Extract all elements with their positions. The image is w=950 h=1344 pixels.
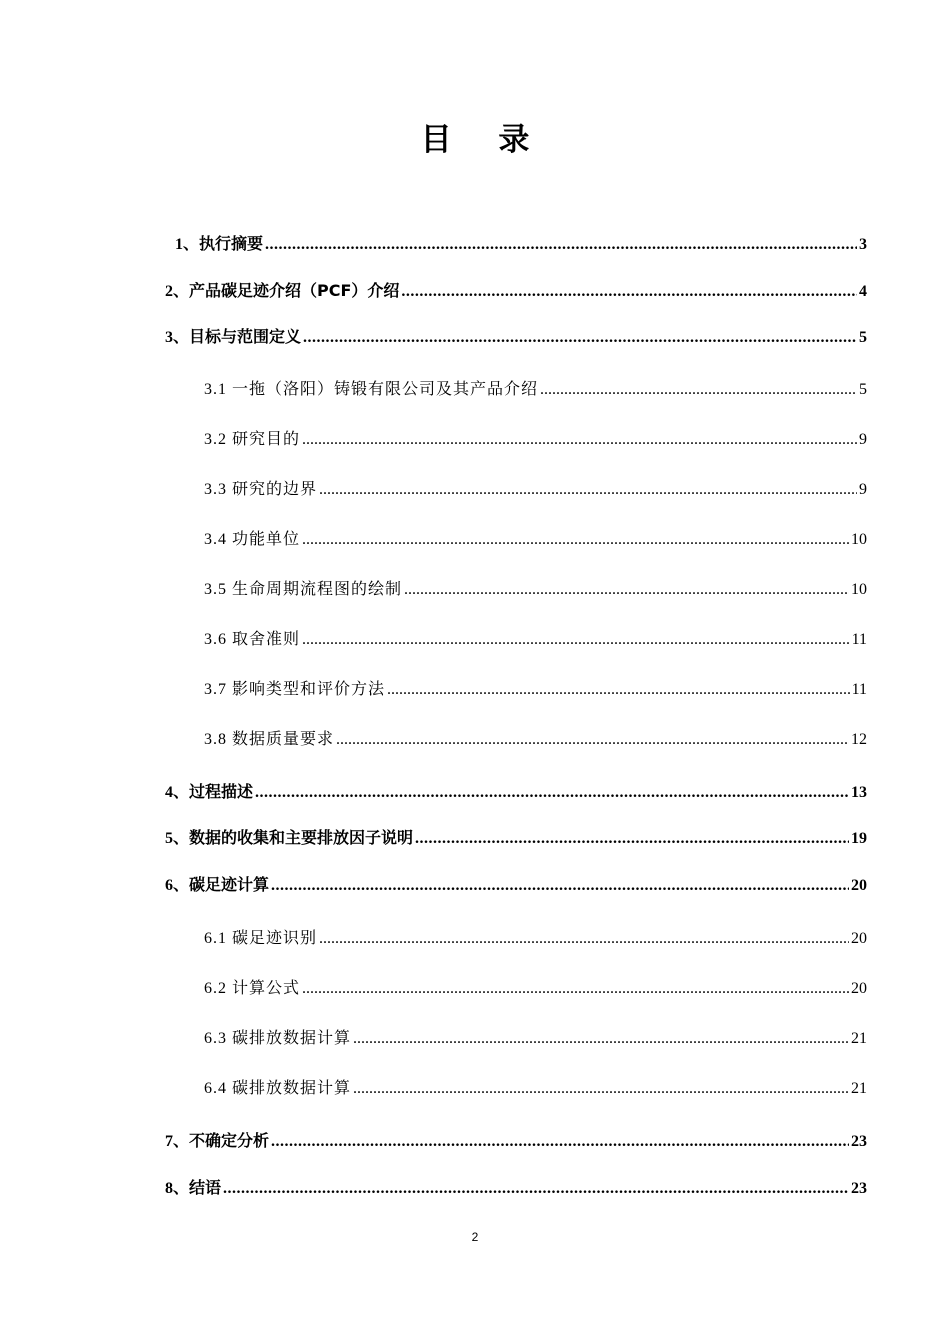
toc-leader-dots: [255, 780, 849, 806]
toc-entry-3-1[interactable]: [204, 376, 867, 402]
toc-page-number: 9: [859, 481, 867, 498]
toc-entry-4[interactable]: [165, 779, 867, 805]
toc-page-number: 5: [859, 381, 867, 398]
toc-entry-label: 2、产品碳足迹介绍（PCF）介绍: [165, 281, 400, 300]
toc-entry-3-4[interactable]: [204, 526, 867, 552]
toc-entry-label: 3.6 取舍准则: [204, 629, 301, 648]
toc-leader-dots: [353, 1026, 849, 1052]
toc-page-number: 5: [859, 329, 867, 346]
toc-entry-3-7[interactable]: [204, 676, 867, 702]
toc-leader-dots: [404, 577, 849, 603]
toc-page-number: 23: [851, 1180, 867, 1197]
toc-page-number: 4: [859, 283, 867, 300]
toc-page-number: 9: [859, 431, 867, 448]
toc-entry-label: 6.2 计算公式: [204, 978, 301, 997]
toc-entry-3-8[interactable]: [204, 726, 867, 752]
toc-page-number: 11: [851, 631, 867, 648]
toc-entry-3-5[interactable]: [204, 576, 867, 602]
toc-entry-3-3[interactable]: [204, 476, 867, 502]
toc-entry-label: 3.2 研究目的: [204, 429, 301, 448]
toc-entry-label: 4、过程描述: [165, 782, 254, 801]
toc-page-number: 10: [851, 581, 867, 598]
toc-leader-dots: [223, 1176, 849, 1202]
toc-entry-3-2[interactable]: [204, 426, 867, 452]
toc-leader-dots: [271, 1129, 849, 1155]
toc-leader-dots: [336, 727, 849, 753]
toc-entry-label: 6.1 碳足迹识别: [204, 928, 318, 947]
toc-entry-6-4[interactable]: [204, 1075, 867, 1101]
toc-leader-dots: [540, 377, 857, 403]
toc-leader-dots: [303, 325, 857, 351]
toc-page-number: 13: [851, 784, 867, 801]
toc-page-number: 3: [859, 236, 867, 253]
toc-entry-6[interactable]: [165, 872, 867, 898]
toc-leader-dots: [401, 279, 857, 305]
toc-leader-dots: [302, 976, 849, 1002]
toc-leader-dots: [387, 677, 850, 703]
toc-entry-label: 1、执行摘要: [175, 234, 264, 253]
toc-page-number: 21: [851, 1080, 867, 1097]
toc-page-number: 10: [851, 531, 867, 548]
toc-leader-dots: [302, 627, 850, 653]
toc-leader-dots: [265, 232, 857, 258]
toc-page-number: 11: [851, 681, 867, 698]
toc-page-number: 20: [851, 877, 867, 894]
toc-leader-dots: [302, 427, 857, 453]
toc-entry-7[interactable]: [165, 1128, 867, 1154]
toc-entry-5[interactable]: [165, 825, 867, 851]
toc-entry-label: 3.1 一拖（洛阳）铸锻有限公司及其产品介绍: [204, 379, 539, 398]
toc-entry-label: 3.3 研究的边界: [204, 479, 318, 498]
toc-title: 目 录: [420, 122, 548, 158]
toc-page-number: 21: [851, 1030, 867, 1047]
toc-entry-label: 3.4 功能单位: [204, 529, 301, 548]
toc-page-number: 20: [851, 980, 867, 997]
toc-entry-label: 5、数据的收集和主要排放因子说明: [165, 828, 414, 847]
toc-entry-label: 6.3 碳排放数据计算: [204, 1028, 352, 1047]
toc-entry-8[interactable]: [165, 1175, 867, 1201]
toc-entry-6-2[interactable]: [204, 975, 867, 1001]
toc-entry-3-6[interactable]: [204, 626, 867, 652]
toc-entry-6-3[interactable]: [204, 1025, 867, 1051]
toc-entry-label: 3、目标与范围定义: [165, 327, 302, 346]
toc-entry-3[interactable]: [165, 324, 867, 350]
toc-page-number: 20: [851, 930, 867, 947]
toc-entry-2[interactable]: [165, 278, 867, 304]
toc-leader-dots: [302, 527, 849, 553]
toc-entry-1[interactable]: [175, 231, 867, 257]
toc-page-number: 19: [851, 830, 867, 847]
toc-leader-dots: [415, 826, 849, 852]
toc-leader-dots: [353, 1076, 849, 1102]
toc-entry-label: 3.8 数据质量要求: [204, 729, 335, 748]
toc-leader-dots: [271, 873, 849, 899]
toc-entry-label: 3.5 生命周期流程图的绘制: [204, 579, 403, 598]
toc-entry-label: 6、碳足迹计算: [165, 875, 270, 894]
toc-entry-label: 6.4 碳排放数据计算: [204, 1078, 352, 1097]
toc-entry-label: 7、不确定分析: [165, 1131, 270, 1150]
toc-entry-label: 8、结语: [165, 1178, 222, 1197]
toc-leader-dots: [319, 477, 857, 503]
toc-page-number: 23: [851, 1133, 867, 1150]
toc-page-number: 12: [851, 731, 867, 748]
toc-entry-label: 3.7 影响类型和评价方法: [204, 679, 386, 698]
toc-leader-dots: [319, 926, 849, 952]
toc-entry-6-1[interactable]: [204, 925, 867, 951]
page-number-footer: 2: [471, 1230, 479, 1244]
